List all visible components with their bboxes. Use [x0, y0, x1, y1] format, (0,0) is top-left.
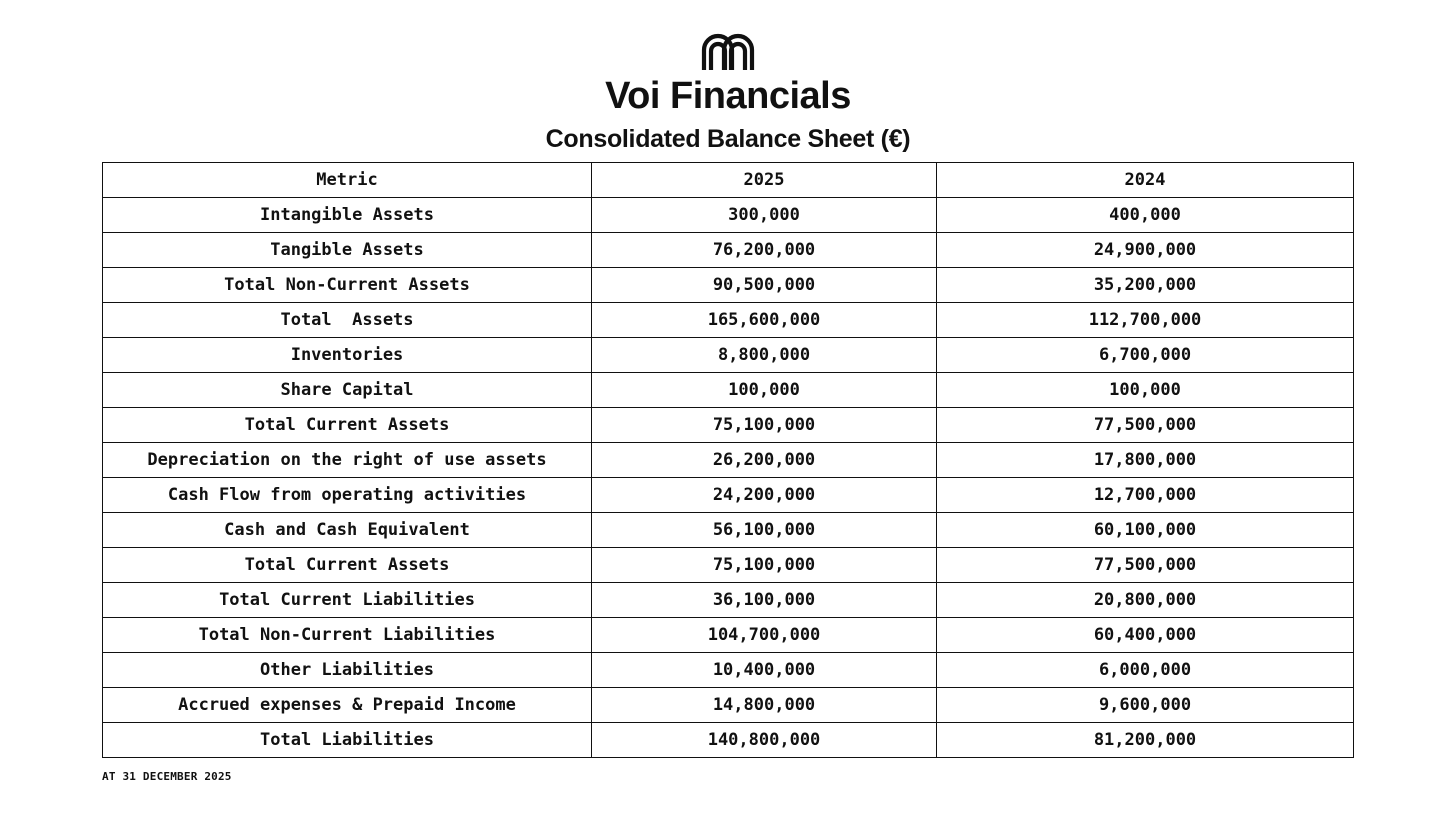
metric-cell: Total Non-Current Liabilities: [103, 618, 592, 653]
value-2025-cell: 10,400,000: [592, 653, 937, 688]
value-2025-cell: 75,100,000: [592, 408, 937, 443]
value-2024-cell: 12,700,000: [937, 478, 1354, 513]
metric-cell: Total Non-Current Assets: [103, 268, 592, 303]
report-date-note: AT 31 DECEMBER 2025: [102, 770, 232, 783]
value-2025-cell: 24,200,000: [592, 478, 937, 513]
value-2024-cell: 24,900,000: [937, 233, 1354, 268]
value-2024-cell: 35,200,000: [937, 268, 1354, 303]
table-row: [103, 653, 1354, 688]
metric-cell: Depreciation on the right of use assets: [103, 443, 592, 478]
balance-sheet-table: [102, 162, 1354, 758]
table-row: [103, 723, 1354, 758]
metric-cell: Cash Flow from operating activities: [103, 478, 592, 513]
page-subtitle: Consolidated Balance Sheet (€): [545, 125, 911, 153]
value-2025-cell: 76,200,000: [592, 233, 937, 268]
metric-cell: Total Assets: [103, 303, 592, 338]
value-2024-cell: 100,000: [937, 373, 1354, 408]
value-2025-cell: 14,800,000: [592, 688, 937, 723]
value-2025-cell: 56,100,000: [592, 513, 937, 548]
value-2024-cell: 9,600,000: [937, 688, 1354, 723]
value-2024-cell: 6,000,000: [937, 653, 1354, 688]
table-row: [103, 268, 1354, 303]
value-2024-cell: 20,800,000: [937, 583, 1354, 618]
table-row: [103, 233, 1354, 268]
metric-cell: Total Current Liabilities: [103, 583, 592, 618]
column-header-2024: 2024: [937, 163, 1354, 198]
table-row: [103, 618, 1354, 653]
value-2025-cell: 75,100,000: [592, 548, 937, 583]
metric-cell: Inventories: [103, 338, 592, 373]
metric-cell: Intangible Assets: [103, 198, 592, 233]
value-2024-cell: 81,200,000: [937, 723, 1354, 758]
metric-cell: Accrued expenses & Prepaid Income: [103, 688, 592, 723]
metric-cell: Other Liabilities: [103, 653, 592, 688]
value-2025-cell: 90,500,000: [592, 268, 937, 303]
value-2024-cell: 60,400,000: [937, 618, 1354, 653]
voi-logo-icon: [700, 28, 756, 70]
value-2024-cell: 60,100,000: [937, 513, 1354, 548]
table-row: [103, 373, 1354, 408]
value-2025-cell: 140,800,000: [592, 723, 937, 758]
value-2025-cell: 104,700,000: [592, 618, 937, 653]
column-header-2025: 2025: [592, 163, 937, 198]
table-row: [103, 338, 1354, 373]
page-title: Voi Financials: [605, 75, 851, 117]
table-row: [103, 478, 1354, 513]
value-2025-cell: 36,100,000: [592, 583, 937, 618]
value-2024-cell: 77,500,000: [937, 408, 1354, 443]
value-2024-cell: 112,700,000: [937, 303, 1354, 338]
value-2024-cell: 400,000: [937, 198, 1354, 233]
table-row: [103, 688, 1354, 723]
metric-cell: Cash and Cash Equivalent: [103, 513, 592, 548]
table-row: [103, 303, 1354, 338]
column-header-metric: Metric: [103, 163, 592, 198]
table-row: [103, 548, 1354, 583]
metric-cell: Share Capital: [103, 373, 592, 408]
value-2025-cell: 8,800,000: [592, 338, 937, 373]
metric-cell: Tangible Assets: [103, 233, 592, 268]
table-header-row: [103, 163, 1354, 198]
table-row: [103, 443, 1354, 478]
value-2025-cell: 26,200,000: [592, 443, 937, 478]
value-2024-cell: 17,800,000: [937, 443, 1354, 478]
table-row: [103, 583, 1354, 618]
metric-cell: Total Current Assets: [103, 548, 592, 583]
value-2024-cell: 77,500,000: [937, 548, 1354, 583]
value-2025-cell: 165,600,000: [592, 303, 937, 338]
value-2024-cell: 6,700,000: [937, 338, 1354, 373]
table-row: [103, 408, 1354, 443]
table-row: [103, 198, 1354, 233]
value-2025-cell: 100,000: [592, 373, 937, 408]
table-row: [103, 513, 1354, 548]
metric-cell: Total Liabilities: [103, 723, 592, 758]
metric-cell: Total Current Assets: [103, 408, 592, 443]
value-2025-cell: 300,000: [592, 198, 937, 233]
